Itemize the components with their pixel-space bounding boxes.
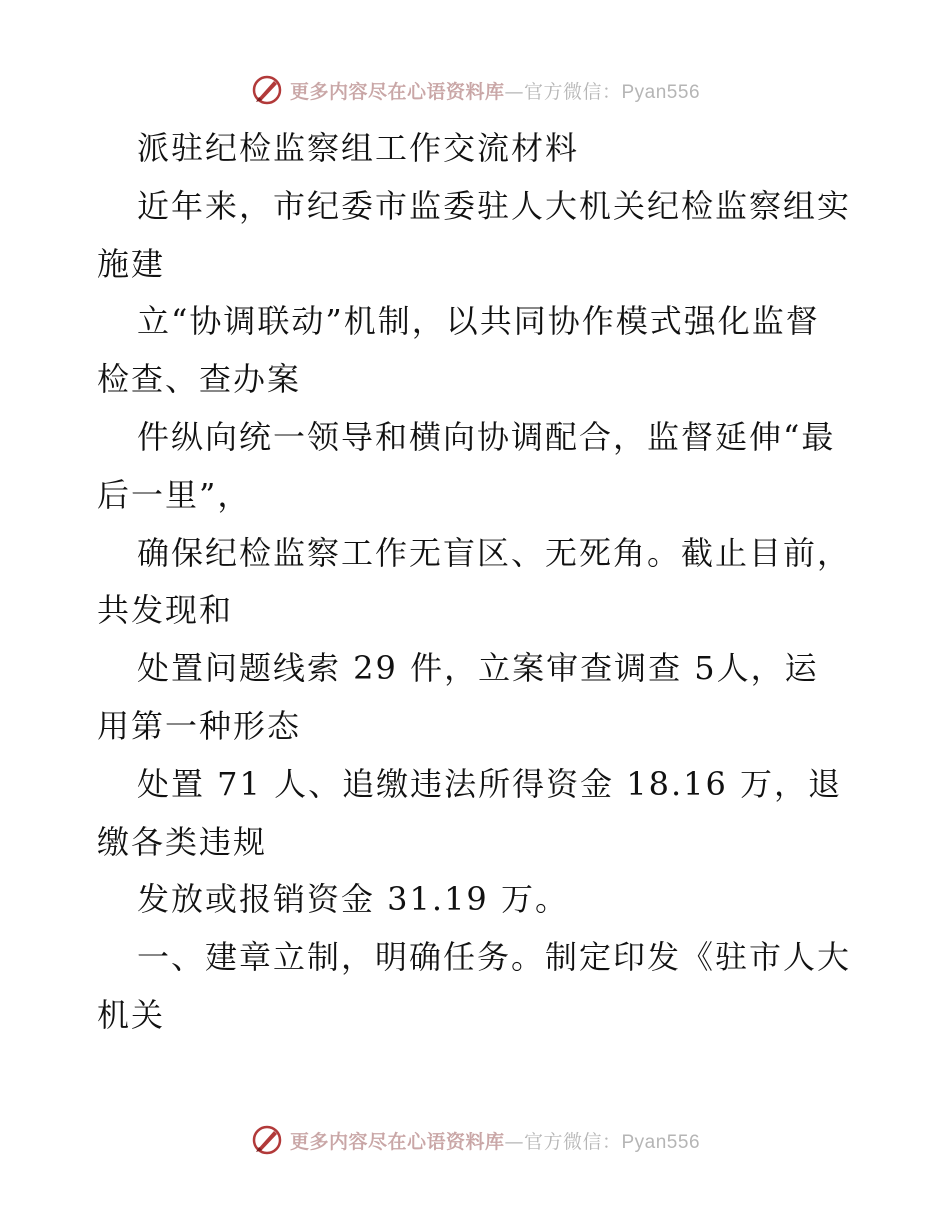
watermark-contact-label: 官方微信： bbox=[523, 80, 622, 103]
document-line: 件纵向统一领导和横向协调配合，监督延伸“最 bbox=[137, 417, 836, 456]
watermark-brand: 更多内容尽在心语资料库 bbox=[289, 1130, 505, 1153]
header-watermark bbox=[0, 70, 950, 110]
document-line: 立“协调联动”机制，以共同协作模式强化监督 bbox=[137, 302, 820, 341]
watermark-text bbox=[290, 1127, 700, 1154]
document-line: 一、建章立制，明确任务。制定印发《驻市人大 bbox=[137, 938, 852, 977]
document-line: 共发现和 bbox=[97, 591, 234, 630]
watermark-separator: — bbox=[504, 1130, 524, 1153]
watermark-contact-id: Pyan556 bbox=[621, 81, 701, 103]
watermark-brand: 更多内容尽在心语资料库 bbox=[289, 80, 505, 103]
watermark-contact-id: Pyan556 bbox=[621, 1131, 701, 1153]
document-line: 施建 bbox=[97, 244, 166, 283]
document-line: 派驻纪检监察组工作交流材料 bbox=[137, 129, 580, 167]
document-line: 检查、查办案 bbox=[97, 360, 302, 399]
document-line: 处置 71 人、追缴违法所得资金 18.16 万，退 bbox=[137, 764, 843, 803]
document-line: 用第一种形态 bbox=[97, 706, 302, 745]
quill-pen-logo-icon bbox=[250, 73, 284, 107]
document-line: 机关 bbox=[97, 995, 166, 1034]
document-line: 确保纪检监察工作无盲区、无死角。截止目前， bbox=[137, 533, 852, 572]
watermark-separator: — bbox=[504, 80, 524, 103]
watermark-contact-label: 官方微信： bbox=[523, 1130, 622, 1153]
document-line: 后一里”， bbox=[97, 475, 252, 514]
document-body bbox=[97, 120, 857, 1045]
footer-watermark bbox=[0, 1120, 950, 1160]
document-line: 缴各类违规 bbox=[97, 822, 268, 861]
quill-pen-logo-icon bbox=[250, 1123, 284, 1157]
document-line: 处置问题线索 29 件，立案审查调查 5人，运 bbox=[137, 649, 819, 688]
document-line: 发放或报销资金 31.19 万。 bbox=[137, 880, 569, 919]
document-line: 近年来，市纪委市监委驻人大机关纪检监察组实 bbox=[137, 186, 852, 225]
watermark-text bbox=[290, 77, 700, 104]
